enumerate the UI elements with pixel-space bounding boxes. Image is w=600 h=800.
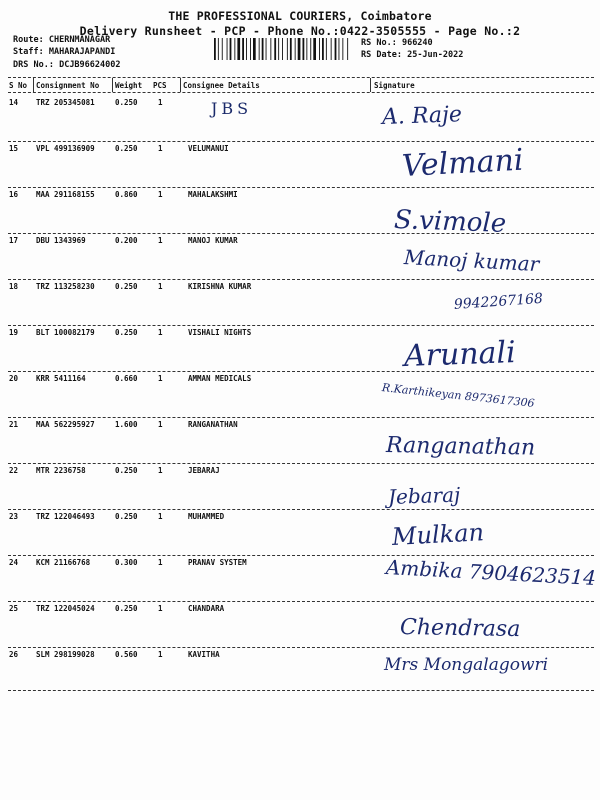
row-divider xyxy=(8,601,594,602)
row-consignment-no: TRZ 122045024 xyxy=(36,604,95,613)
row-pcs: 1 xyxy=(158,512,163,521)
row-sno: 19 xyxy=(9,328,19,337)
row-consignee: AMMAN MEDICALS xyxy=(188,374,252,383)
row-consignment-no: MAA 291168155 xyxy=(36,190,95,199)
row-consignee: VISHALI NIGHTS xyxy=(188,328,252,337)
row-consignment-no: DBU 1343969 xyxy=(36,236,86,245)
table-row xyxy=(8,463,594,509)
col-header-consignee: Consignee Details xyxy=(183,81,260,90)
row-consignee-handwritten: JBS xyxy=(211,99,253,118)
row-divider xyxy=(8,555,594,556)
col-divider xyxy=(180,78,181,92)
row-signature: Velmani xyxy=(401,142,525,184)
row-pcs: 1 xyxy=(158,98,163,107)
row-weight: 0.250 xyxy=(115,98,138,107)
row-sno: 17 xyxy=(9,236,19,245)
table-row xyxy=(8,417,594,463)
row-consignee: CHANDARA xyxy=(188,604,225,613)
row-signature: 9942267168 xyxy=(453,290,544,313)
row-signature: A. Raje xyxy=(381,102,463,130)
row-pcs: 1 xyxy=(158,558,163,567)
row-sno: 26 xyxy=(9,650,19,659)
row-sno: 23 xyxy=(9,512,19,521)
table-bottom-rule xyxy=(8,690,594,691)
row-consignment-no: TRZ 113258230 xyxy=(36,282,95,291)
table-row xyxy=(8,601,594,647)
table-row xyxy=(8,325,594,374)
row-divider xyxy=(8,417,594,418)
row-sno: 14 xyxy=(9,98,19,107)
row-consignment-no: BLT 100082179 xyxy=(36,328,95,337)
row-divider xyxy=(8,647,594,648)
row-pcs: 1 xyxy=(158,236,163,245)
route-value: CHERNMANAGAR xyxy=(48,35,111,45)
route-line xyxy=(13,35,110,45)
row-weight: 0.560 xyxy=(115,650,138,659)
row-pcs: 1 xyxy=(158,328,163,337)
row-sno: 21 xyxy=(9,420,19,429)
table-row xyxy=(8,647,594,693)
rs-no-value: 966240 xyxy=(401,38,433,48)
row-consignment-no: MAA 562295927 xyxy=(36,420,95,429)
table-row xyxy=(8,279,594,325)
row-signature: Jebaraj xyxy=(387,482,461,509)
row-divider xyxy=(8,509,594,510)
col-divider xyxy=(112,78,113,92)
row-signature: Ambika 7904623514 xyxy=(385,555,597,590)
row-signature: Manoj kumar xyxy=(403,245,540,277)
row-divider xyxy=(8,233,594,234)
row-pcs: 1 xyxy=(158,282,163,291)
drs-line xyxy=(13,60,121,70)
row-sno: 24 xyxy=(9,558,19,567)
rs-date-label: RS Date: xyxy=(361,50,402,60)
row-signature: Mulkan xyxy=(391,518,485,551)
row-weight: 0.660 xyxy=(115,374,138,383)
row-weight: 0.250 xyxy=(115,604,138,613)
rs-date-value: 25-Jun-2022 xyxy=(407,50,464,60)
row-consignee: MANOJ KUMAR xyxy=(188,236,238,245)
row-weight: 0.860 xyxy=(115,190,138,199)
col-header-pcs: PCS xyxy=(153,81,167,90)
col-divider xyxy=(370,78,371,92)
row-sno: 15 xyxy=(9,144,19,153)
row-consignment-no: KRR 5411164 xyxy=(36,374,86,383)
row-consignee: KAVITHA xyxy=(188,650,220,659)
row-consignment-no: KCM 21166768 xyxy=(36,558,91,567)
table-row xyxy=(8,555,597,601)
row-weight: 0.250 xyxy=(115,512,138,521)
row-consignment-no: SLM 298199028 xyxy=(36,650,95,659)
row-signature: Arunali xyxy=(403,335,517,374)
table-row xyxy=(8,141,594,187)
row-weight: 0.250 xyxy=(115,144,138,153)
row-weight: 0.250 xyxy=(115,328,138,337)
row-sno: 18 xyxy=(9,282,19,291)
row-pcs: 1 xyxy=(158,604,163,613)
row-consignee: MUHAMMED xyxy=(188,512,225,521)
row-consignment-no: TRZ 205345081 xyxy=(36,98,95,107)
row-consignee: VELUMANUI xyxy=(188,144,229,153)
rs-date-line xyxy=(361,50,463,60)
row-weight: 0.250 xyxy=(115,466,138,475)
header-top-rule xyxy=(8,77,594,78)
table-row xyxy=(8,187,594,239)
row-divider xyxy=(8,141,594,142)
header-bottom-rule xyxy=(8,92,594,93)
barcode-image xyxy=(213,38,351,60)
route-label: Route: xyxy=(13,35,44,45)
row-divider xyxy=(8,279,594,280)
col-header-weight: Weight xyxy=(115,81,143,90)
row-signature: Mrs Mongalagowri xyxy=(384,655,549,675)
col-header-signature: Signature xyxy=(374,81,415,90)
staff-line xyxy=(13,47,115,57)
document-subtitle: Delivery Runsheet - PCP - Phone No.:0422-3505555 - Page No.:2 xyxy=(79,24,521,38)
row-signature: Ranganathan xyxy=(385,433,536,461)
row-signature: S.vimole xyxy=(393,205,507,239)
rs-no-label: RS No.: xyxy=(361,38,397,48)
row-pcs: 1 xyxy=(158,374,163,383)
drs-label: DRS No.: xyxy=(13,60,54,70)
document-title: THE PROFESSIONAL COURIERS, Coimbatore xyxy=(168,9,432,23)
col-header-consignment: Consignment No xyxy=(36,81,100,90)
row-signature: R.Karthikeyan 8973617306 xyxy=(381,381,536,410)
row-divider xyxy=(8,371,594,372)
staff-label: Staff: xyxy=(13,47,44,57)
row-pcs: 1 xyxy=(158,466,163,475)
row-divider xyxy=(8,463,594,464)
col-header-sno: S No xyxy=(9,81,28,90)
row-sno: 16 xyxy=(9,190,19,199)
row-weight: 1.600 xyxy=(115,420,138,429)
row-consignment-no: VPL 499136909 xyxy=(36,144,95,153)
table-row xyxy=(8,95,594,141)
row-pcs: 1 xyxy=(158,420,163,429)
row-sno: 20 xyxy=(9,374,19,383)
staff-value: MAHARAJAPANDI xyxy=(48,47,116,57)
table-row xyxy=(8,509,594,555)
row-weight: 0.300 xyxy=(115,558,138,567)
row-divider xyxy=(8,325,594,326)
row-pcs: 1 xyxy=(158,190,163,199)
row-consignee: MAHALAKSHMI xyxy=(188,190,238,199)
row-consignee: KIRISHNA KUMAR xyxy=(188,282,252,291)
row-pcs: 1 xyxy=(158,650,163,659)
row-signature: Chendrasa xyxy=(399,615,521,643)
row-consignment-no: MTR 2236758 xyxy=(36,466,86,475)
row-sno: 25 xyxy=(9,604,19,613)
row-consignee: PRANAV SYSTEM xyxy=(188,558,247,567)
row-sno: 22 xyxy=(9,466,19,475)
row-consignee: RANGANATHAN xyxy=(188,420,238,429)
row-weight: 0.250 xyxy=(115,282,138,291)
drs-value: DCJB96624002 xyxy=(59,60,121,70)
row-weight: 0.200 xyxy=(115,236,138,245)
row-divider xyxy=(8,187,594,188)
rs-no-line xyxy=(361,38,433,48)
col-divider xyxy=(33,78,34,92)
row-pcs: 1 xyxy=(158,144,163,153)
row-consignee: JEBARAJ xyxy=(188,466,220,475)
table-row xyxy=(8,233,594,279)
table-row xyxy=(8,371,594,417)
row-consignment-no: TRZ 122046493 xyxy=(36,512,95,521)
